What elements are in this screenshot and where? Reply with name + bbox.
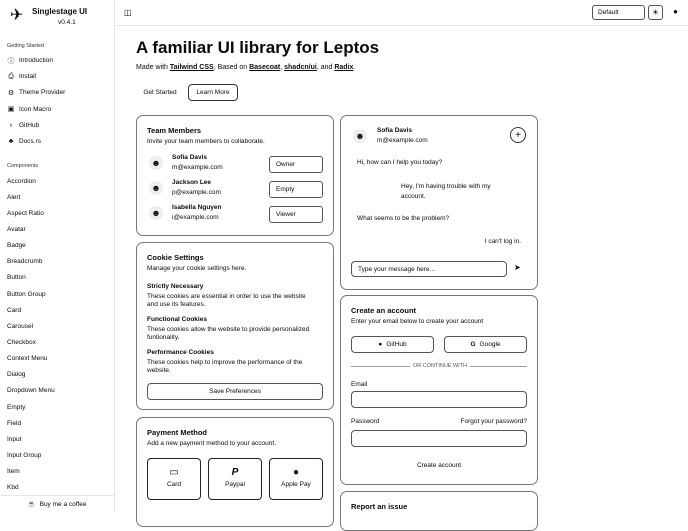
sidebar-item-label: Avatar <box>7 225 26 233</box>
sidebar-item-label: Input <box>7 435 22 443</box>
email-label: Email <box>351 381 368 388</box>
radix-link[interactable]: Radix <box>334 64 354 71</box>
sidebar-item-label: Breadcrumb <box>7 258 43 266</box>
sidebar-item-label: Alert <box>7 193 21 201</box>
cookie-section-text: These cookies are essential in order to use the website and use its features. <box>147 293 306 308</box>
icon-macro-icon: ▣ <box>7 106 15 114</box>
cookie-section-title: Functional Cookies <box>147 316 207 323</box>
sidebar-item-label: Aspect Ratio <box>7 209 44 217</box>
sidebar-item-label: Context Menu <box>7 355 48 363</box>
sidebar-item-docs-rs[interactable] <box>7 135 107 148</box>
card-title: Report an issue <box>351 502 408 511</box>
sidebar-item-button[interactable] <box>7 271 107 284</box>
github-icon: ● <box>378 341 383 348</box>
card-title: Create an account <box>351 306 417 315</box>
sidebar-item-input[interactable] <box>7 433 107 446</box>
brand-name: Singlestage UI <box>32 7 88 16</box>
password-input[interactable] <box>351 430 527 447</box>
github-signup-button[interactable]: ● GitHub <box>351 336 434 353</box>
sidebar-item-checkbox[interactable] <box>7 336 107 349</box>
member-name: Isabella Nguyen <box>172 204 222 211</box>
avatar: ☻ <box>149 206 163 220</box>
sidebar-item-label: Install <box>19 73 36 81</box>
member-role-select[interactable]: Viewer <box>269 206 323 223</box>
footer-label: Buy me a coffee <box>39 500 87 508</box>
save-preferences-button[interactable]: Save Preferences <box>147 383 323 400</box>
card-title: Team Members <box>147 126 202 135</box>
theme-provider-icon: ⚙ <box>7 89 15 97</box>
sidebar-item-label: Item <box>7 468 20 476</box>
payment-option-card[interactable]: ▭ Card <box>147 458 201 500</box>
credit-card-icon: ▭ <box>169 467 179 478</box>
chat-message: Hi, how can I help you today? <box>357 159 443 166</box>
sidebar <box>0 0 115 512</box>
section-getting-started: Getting Started <box>7 43 44 49</box>
create-account-button[interactable]: Create account <box>416 462 462 469</box>
github-button[interactable] <box>668 5 683 20</box>
member-name: Jackson Lee <box>172 179 212 186</box>
cookie-section-title: Strictly Necessary <box>147 283 204 290</box>
sidebar-item-breadcrumb[interactable] <box>7 255 107 268</box>
cookie-section-title: Performance Cookies <box>147 349 214 356</box>
sidebar-item-empty[interactable] <box>7 401 107 414</box>
shadcn-link[interactable]: shadcn/ui <box>284 64 317 71</box>
sidebar-item-label: Dialog <box>7 371 26 379</box>
sidebar-item-context-menu[interactable] <box>7 352 107 365</box>
avatar: ☻ <box>149 156 163 170</box>
coffee-icon: ☕ <box>27 501 36 508</box>
chat-message: What seems to be the problem? <box>357 215 450 222</box>
sidebar-item-label: Checkbox <box>7 339 36 346</box>
sidebar-item-alert[interactable] <box>7 191 107 204</box>
password-label: Password <box>351 418 380 425</box>
sidebar-item-avatar[interactable] <box>7 223 107 236</box>
brand-version: v0.4.1 <box>58 19 76 26</box>
sidebar-item-kbd[interactable] <box>7 481 107 494</box>
hero-subtitle: Made with Tailwind CSS, Based on Basecoat, shadcn/ui, and Radix. <box>136 64 356 71</box>
sidebar-item-carousel[interactable] <box>7 320 107 333</box>
theme-select[interactable]: Default <box>592 5 645 20</box>
learn-more-button[interactable]: Learn More <box>188 84 238 101</box>
cookie-settings-card <box>136 242 334 410</box>
cookie-section-text: These cookies help to improve the performance of the website. <box>147 359 303 374</box>
sidebar-item-aspect-ratio[interactable] <box>7 207 107 220</box>
payment-method-card <box>136 417 334 527</box>
cookie-section-text: These cookies allow the website to provide personalized funtionality. <box>147 326 310 341</box>
sidebar-item-label: Button <box>7 274 26 282</box>
github-icon: ● <box>673 7 678 16</box>
divider-label: OR CONTINUE WITH <box>410 363 470 369</box>
sidebar-item-install[interactable] <box>7 70 107 83</box>
card-title: Cookie Settings <box>147 253 204 262</box>
card-description: Manage your cookie settings here. <box>147 265 247 272</box>
sidebar-item-accordion[interactable] <box>7 175 107 188</box>
member-email: m@example.com <box>172 164 223 171</box>
chat-message-input[interactable]: Type your message here... <box>351 261 507 277</box>
sidebar-item-label: Introduction <box>19 57 53 64</box>
get-started-button[interactable]: Get Started <box>143 89 177 96</box>
create-account-card <box>340 295 538 485</box>
install-icon: ⎙ <box>8 72 14 80</box>
member-email: p@example.com <box>172 189 221 196</box>
paypal-icon: P <box>231 467 239 478</box>
page-title: A familiar UI library for Leptos <box>136 38 380 57</box>
section-components: Components <box>7 163 39 169</box>
member-role-select[interactable]: Owner <box>269 156 323 173</box>
sidebar-item-label: Card <box>7 306 22 314</box>
avatar: ☻ <box>149 181 163 195</box>
google-icon: G <box>470 341 476 348</box>
sidebar-item-label: Badge <box>7 242 26 250</box>
sidebar-item-item[interactable] <box>7 465 107 478</box>
sidebar-item-label: Kbd <box>7 484 19 492</box>
sidebar-item-label: GitHub <box>19 121 40 129</box>
introduction-icon: ⓘ <box>7 57 15 65</box>
member-role-select[interactable]: Empty <box>269 181 323 198</box>
sidebar-item-badge[interactable] <box>7 239 107 252</box>
sidebar-item-label: Theme Provider <box>19 89 66 97</box>
docs-rs-icon: ♣ <box>8 138 14 145</box>
send-icon[interactable]: ➤ <box>514 263 521 272</box>
sidebar-item-dialog[interactable] <box>7 368 107 381</box>
basecoat-link[interactable]: Basecoat <box>249 64 281 71</box>
brand[interactable] <box>10 6 110 28</box>
sidebar-item-dropdown-menu[interactable] <box>7 384 107 397</box>
email-input[interactable] <box>351 391 527 408</box>
theme-mode-button[interactable] <box>648 5 663 20</box>
avatar: ☻ <box>353 129 367 143</box>
github-icon: ♁ <box>8 121 14 129</box>
payment-option-apple-pay[interactable]: ● Apple Pay <box>269 458 323 500</box>
sidebar-item-label: Field <box>7 419 22 427</box>
sidebar-item-theme-provider[interactable] <box>7 86 107 99</box>
report-issue-card <box>340 491 538 531</box>
tailwind-link[interactable]: Tailwind CSS <box>169 64 214 71</box>
card-description: Add a new payment method to your account. <box>147 440 276 447</box>
buy-me-a-coffee-link[interactable] <box>0 495 114 512</box>
chat-message: Hey, I'm having trouble with my account. <box>401 183 491 200</box>
sidebar-item-label: Accordion <box>7 177 36 185</box>
sidebar-item-label: Docs.rs <box>19 138 42 145</box>
google-signup-button[interactable]: G Google <box>444 336 527 353</box>
sidebar-item-label: Empty <box>7 403 26 411</box>
apple-icon: ● <box>292 467 300 478</box>
member-name: Sofia Davis <box>172 154 208 161</box>
chat-contact-name: Sofia Davis <box>377 127 413 134</box>
header <box>115 0 688 26</box>
sidebar-item-icon-macro[interactable] <box>7 103 107 116</box>
add-contact-button[interactable] <box>510 127 526 143</box>
card-description: Invite your team members to collaborate. <box>147 138 265 145</box>
plus-icon: + <box>515 129 521 141</box>
sidebar-item-label: Dropdown Menu <box>7 387 55 395</box>
sidebar-item-label: Button Group <box>7 290 46 298</box>
sidebar-item-label: Carousel <box>7 322 34 330</box>
sidebar-item-field[interactable] <box>7 417 107 430</box>
sidebar-toggle-icon[interactable]: ◫ <box>124 8 132 17</box>
chat-card <box>340 115 538 290</box>
sun-icon: ☀ <box>651 8 660 17</box>
card-description: Enter your email below to create your account <box>351 318 484 325</box>
sidebar-item-introduction[interactable] <box>7 54 107 67</box>
sidebar-item-input-group[interactable] <box>7 449 107 462</box>
card-title: Payment Method <box>147 428 208 437</box>
chat-message: I can't log in. <box>484 238 521 245</box>
chat-contact-email: m@example.com <box>377 137 428 144</box>
logo-icon: ✈ <box>10 7 24 24</box>
team-members-card <box>136 115 334 236</box>
forgot-password-link[interactable]: Forgot your password? <box>460 418 527 425</box>
sidebar-item-github[interactable] <box>7 119 107 132</box>
payment-option-paypal[interactable]: P Paypal <box>208 458 262 500</box>
member-email: i@example.com <box>172 214 219 221</box>
sidebar-item-label: Icon Macro <box>19 105 52 113</box>
sidebar-item-label: Input Group <box>7 452 42 460</box>
sidebar-item-button-group[interactable] <box>7 288 107 301</box>
sidebar-item-card[interactable] <box>7 304 107 317</box>
